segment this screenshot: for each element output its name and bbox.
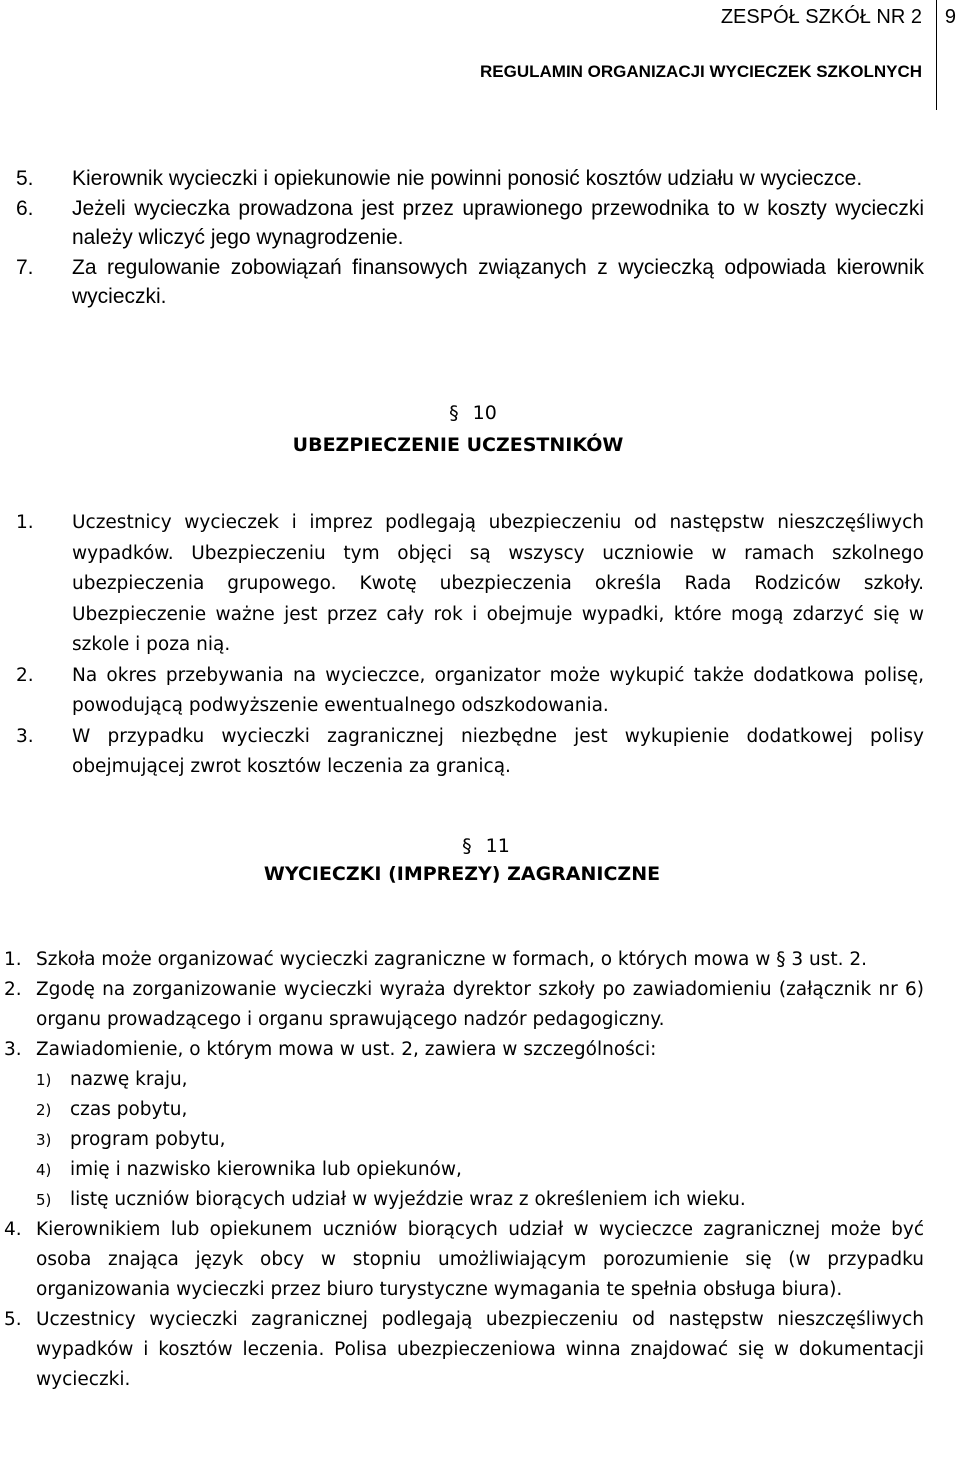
item-number: 6. [16, 196, 34, 220]
item-text: Kierownik wycieczki i opiekunowie nie powinni ponosić kosztów udziału w wycieczce. [72, 167, 863, 190]
list-item [0, 722, 960, 783]
item-text: Zawiadomienie, o którym mowa w ust. 2, zawiera w szczególności: [36, 1039, 657, 1060]
item-number: 2. [4, 979, 22, 1000]
item-text: Na okres przebywania na wycieczce, organizator może wykupić także dodatkowa polisę, powodującą podwyższenie ewentualnego odszkodowania. [72, 664, 924, 716]
sub-item-text: imię i nazwisko kierownika lub opiekunów, [70, 1159, 462, 1180]
sub-list-item [0, 1095, 960, 1125]
item-number: 1. [4, 949, 22, 970]
item-text: Uczestnicy wycieczek i imprez podlegają ubezpieczeniu od następstw nieszczęśliwych wypadków. Ubezpieczeniu tym objęci są wszyscy uczniowie w ramach szkolnego ubezpieczenia grupowego. Kwotę ubezpieczenia określa Rada Rodziców szkoły. Ubezpieczenie ważne jest przez cały rok i obejmuje wypadki, które mogą zdarzyć się w szkole i poza nią. [72, 512, 924, 655]
item-text: Szkoła może organizować wycieczki zagraniczne w formach, o których mowa w § 3 ust. 2. [36, 949, 868, 970]
header-divider [936, 0, 937, 110]
list-item [0, 253, 960, 312]
continued-section [0, 164, 960, 312]
section-10-title: UBEZPIECZENIE UCZESTNIKÓW [292, 434, 624, 456]
sub-item-text: czas pobytu, [70, 1099, 188, 1120]
section-symbol: § 10 [449, 402, 497, 424]
item-number: 3. [4, 1039, 22, 1060]
item-number: 2. [16, 664, 34, 686]
item-number: 5. [16, 167, 34, 190]
item-number: 4. [4, 1219, 22, 1240]
sub-item-number: 2) [36, 1101, 52, 1119]
list-item [0, 661, 960, 722]
item-number: 1. [16, 512, 34, 533]
item-text: Za regulowanie zobowiązań finansowych związanych z wycieczką odpowiada kierownik wycieczki. [72, 255, 924, 308]
sub-list-item [0, 1125, 960, 1155]
section-10-body [0, 508, 960, 783]
list-item [0, 194, 960, 253]
sub-item-text: program pobytu, [70, 1129, 226, 1150]
section-10-number [0, 402, 953, 424]
list-item [0, 1035, 960, 1065]
item-text: W przypadku wycieczki zagranicznej niezbędne jest wykupienie dodatkowej polisy obejmującej zwrot kosztów leczenia za granicą. [72, 725, 924, 777]
list-item [0, 1215, 960, 1305]
sub-item-text: nazwę kraju, [70, 1069, 188, 1090]
list-item [0, 1305, 960, 1395]
item-text: Zgodę na zorganizowanie wycieczki wyraża dyrektor szkoły po zawiadomieniu (załącznik nr 6) organu prowadzącego i organu sprawującego nadzór pedagogiczny. [36, 979, 924, 1030]
page-number: 9 [944, 6, 956, 28]
item-number: 5. [4, 1309, 22, 1330]
list-item [0, 508, 960, 661]
sub-item-text: listę uczniów biorących udział w wyjeździe wraz z określeniem ich wieku. [70, 1189, 746, 1210]
section-symbol: § 11 [462, 835, 510, 857]
list-item [0, 164, 960, 194]
sub-item-number: 3) [36, 1131, 52, 1149]
sub-list-item [0, 1065, 960, 1095]
item-text: Jeżeli wycieczka prowadzona jest przez uprawionego przewodnika to w koszty wycieczki należy wliczyć jego wynagrodzenie. [72, 196, 924, 249]
sub-item-number: 4) [36, 1161, 52, 1179]
section-11-number [6, 835, 960, 857]
item-number: 7. [16, 255, 34, 279]
item-number: 3. [16, 725, 34, 747]
sub-item-number: 1) [36, 1071, 52, 1089]
header-school-name: ZESPÓŁ SZKÓŁ NR 2 [720, 6, 922, 28]
sub-item-number: 5) [36, 1191, 52, 1209]
sub-list-item [0, 1155, 960, 1185]
document-title: REGULAMIN ORGANIZACJI WYCIECZEK SZKOLNYCH [480, 62, 922, 81]
sub-list-item [0, 1185, 960, 1215]
section-11-body [0, 945, 960, 1395]
item-text: Kierownikiem lub opiekunem uczniów biorących udział w wycieczce zagranicznej może być osoba znająca język obcy w stopniu umożliwiającym porozumienie się (w przypadku organizowania wycieczki przez biuro turystyczne wymagania te spełnia obsługa biura). [36, 1219, 924, 1300]
item-text: Uczestnicy wycieczki zagranicznej podlegają ubezpieczeniu od następstw nieszczęśliwych wypadków i kosztów leczenia. Polisa ubezpieczeniowa winna znajdować się w dokumentacji wycieczki. [36, 1309, 924, 1390]
section-11-title: WYCIECZKI (IMPREZY) ZAGRANICZNE [263, 863, 661, 885]
list-item [0, 975, 960, 1035]
list-item [0, 945, 960, 975]
